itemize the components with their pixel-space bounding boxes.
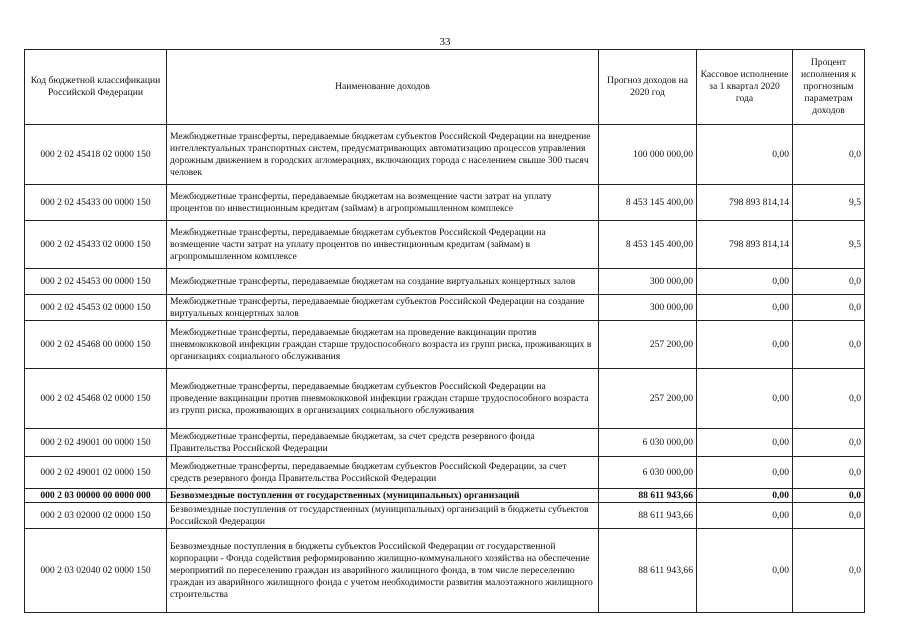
row-name: Безвозмездные поступления от государственных (муниципальных) организаций в бюджеты субъектов Российской Федерации	[167, 503, 599, 529]
row-cash: 0,00	[697, 321, 793, 369]
row-code: 000 2 03 00000 00 0000 000	[25, 489, 167, 503]
row-percent: 0,0	[793, 503, 865, 529]
row-code: 000 2 02 45418 02 0000 150	[25, 125, 167, 185]
row-percent: 0,0	[793, 295, 865, 321]
row-code: 000 2 02 45433 00 0000 150	[25, 185, 167, 221]
row-percent: 0,0	[793, 429, 865, 457]
row-name: Межбюджетные трансферты, передаваемые бюджетам субъектов Российской Федерации на внедрение интеллектуальных транспортных систем, предусматривающих автоматизацию процессов управления дорожным движением в городских агломерациях, включающих города с населением свыше 300 тысяч человек	[167, 125, 599, 185]
row-percent: 0,0	[793, 269, 865, 295]
row-percent: 0,0	[793, 529, 865, 613]
row-forecast: 300 000,00	[599, 295, 697, 321]
table-header-row	[25, 50, 865, 125]
table-row	[25, 125, 865, 185]
table-row	[25, 369, 865, 429]
row-forecast: 6 030 000,00	[599, 457, 697, 489]
header-cash: Кассовое исполнение за 1 квартал 2020 года	[697, 50, 793, 125]
row-forecast: 257 200,00	[599, 369, 697, 429]
table-row	[25, 457, 865, 489]
row-percent: 0,0	[793, 125, 865, 185]
row-code: 000 2 02 45468 02 0000 150	[25, 369, 167, 429]
row-forecast: 300 000,00	[599, 269, 697, 295]
row-forecast: 6 030 000,00	[599, 429, 697, 457]
row-cash: 0,00	[697, 269, 793, 295]
row-cash: 0,00	[697, 295, 793, 321]
row-cash: 0,00	[697, 125, 793, 185]
table-row	[25, 529, 865, 613]
row-code: 000 2 02 45433 02 0000 150	[25, 221, 167, 269]
row-forecast: 8 453 145 400,00	[599, 221, 697, 269]
row-name: Межбюджетные трансферты, передаваемые бюджетам субъектов Российской Федерации, за счет средств резервного фонда Правительства Российской Федерации	[167, 457, 599, 489]
row-code: 000 2 02 45453 00 0000 150	[25, 269, 167, 295]
table-row	[25, 503, 865, 529]
row-name: Межбюджетные трансферты, передаваемые бюджетам на создание виртуальных концертных залов	[167, 269, 599, 295]
row-cash: 798 893 814,14	[697, 185, 793, 221]
row-name: Межбюджетные трансферты, передаваемые бюджетам субъектов Российской Федерации на проведение вакцинации против пневмококковой инфекции граждан старше трудоспособного возраста из групп риска, проживающих в организациях социального обслуживания	[167, 369, 599, 429]
table-row	[25, 185, 865, 221]
row-cash: 0,00	[697, 529, 793, 613]
row-name: Безвозмездные поступления в бюджеты субъектов Российской Федерации от государственной корпорации - Фонда содействия реформированию жилищно-коммунального хозяйства на обеспечение мероприятий по переселению граждан из аварийного жилищного фонда, в том числе переселению граждан из аварийного жилищного фонда с учетом необходимости развития малоэтажного жилищного строительства	[167, 529, 599, 613]
row-cash: 0,00	[697, 503, 793, 529]
header-forecast: Прогноз доходов на 2020 год	[599, 50, 697, 125]
table-row	[25, 295, 865, 321]
row-cash: 0,00	[697, 489, 793, 503]
row-cash: 798 893 814,14	[697, 221, 793, 269]
row-name: Межбюджетные трансферты, передаваемые бюджетам на возмещение части затрат на уплату процентов по инвестиционным кредитам (займам) в агропромышленном комплексе	[167, 185, 599, 221]
row-name: Межбюджетные трансферты, передаваемые бюджетам субъектов Российской Федерации на возмещение части затрат на уплату процентов по инвестиционным кредитам (займам) в агропромышленном комплексе	[167, 221, 599, 269]
row-code: 000 2 02 49001 00 0000 150	[25, 429, 167, 457]
row-name: Безвозмездные поступления от государственных (муниципальных) организаций	[167, 489, 599, 503]
row-forecast: 88 611 943,66	[599, 529, 697, 613]
row-percent: 0,0	[793, 321, 865, 369]
table-row	[25, 269, 865, 295]
row-name: Межбюджетные трансферты, передаваемые бюджетам, за счет средств резервного фонда Правительства Российской Федерации	[167, 429, 599, 457]
row-forecast: 257 200,00	[599, 321, 697, 369]
row-percent: 9,5	[793, 221, 865, 269]
row-cash: 0,00	[697, 429, 793, 457]
row-percent: 0,0	[793, 369, 865, 429]
row-cash: 0,00	[697, 369, 793, 429]
row-forecast: 100 000 000,00	[599, 125, 697, 185]
row-forecast: 88 611 943,66	[599, 503, 697, 529]
table-row	[25, 221, 865, 269]
table-row	[25, 489, 865, 503]
row-code: 000 2 03 02000 02 0000 150	[25, 503, 167, 529]
row-code: 000 2 02 45453 02 0000 150	[25, 295, 167, 321]
header-percent: Процент исполнения к прогнозным параметрам доходов	[793, 50, 865, 125]
row-cash: 0,00	[697, 457, 793, 489]
row-name: Межбюджетные трансферты, передаваемые бюджетам субъектов Российской Федерации на создание виртуальных концертных залов	[167, 295, 599, 321]
header-name: Наименование доходов	[167, 50, 599, 125]
row-code: 000 2 02 45468 00 0000 150	[25, 321, 167, 369]
table-row	[25, 321, 865, 369]
row-name: Межбюджетные трансферты, передаваемые бюджетам на проведение вакцинации против пневмококковой инфекции граждан старше трудоспособного возраста из групп риска, проживающих в организациях социального обслуживания	[167, 321, 599, 369]
row-percent: 0,0	[793, 489, 865, 503]
row-code: 000 2 03 02040 02 0000 150	[25, 529, 167, 613]
row-forecast: 88 611 943,66	[599, 489, 697, 503]
page-number: 33	[439, 36, 451, 48]
header-code: Код бюджетной классификации Российской Федерации	[25, 50, 167, 125]
table-row	[25, 429, 865, 457]
revenue-table	[24, 49, 865, 613]
row-percent: 9,5	[793, 185, 865, 221]
row-forecast: 8 453 145 400,00	[599, 185, 697, 221]
row-percent: 0,0	[793, 457, 865, 489]
row-code: 000 2 02 49001 02 0000 150	[25, 457, 167, 489]
